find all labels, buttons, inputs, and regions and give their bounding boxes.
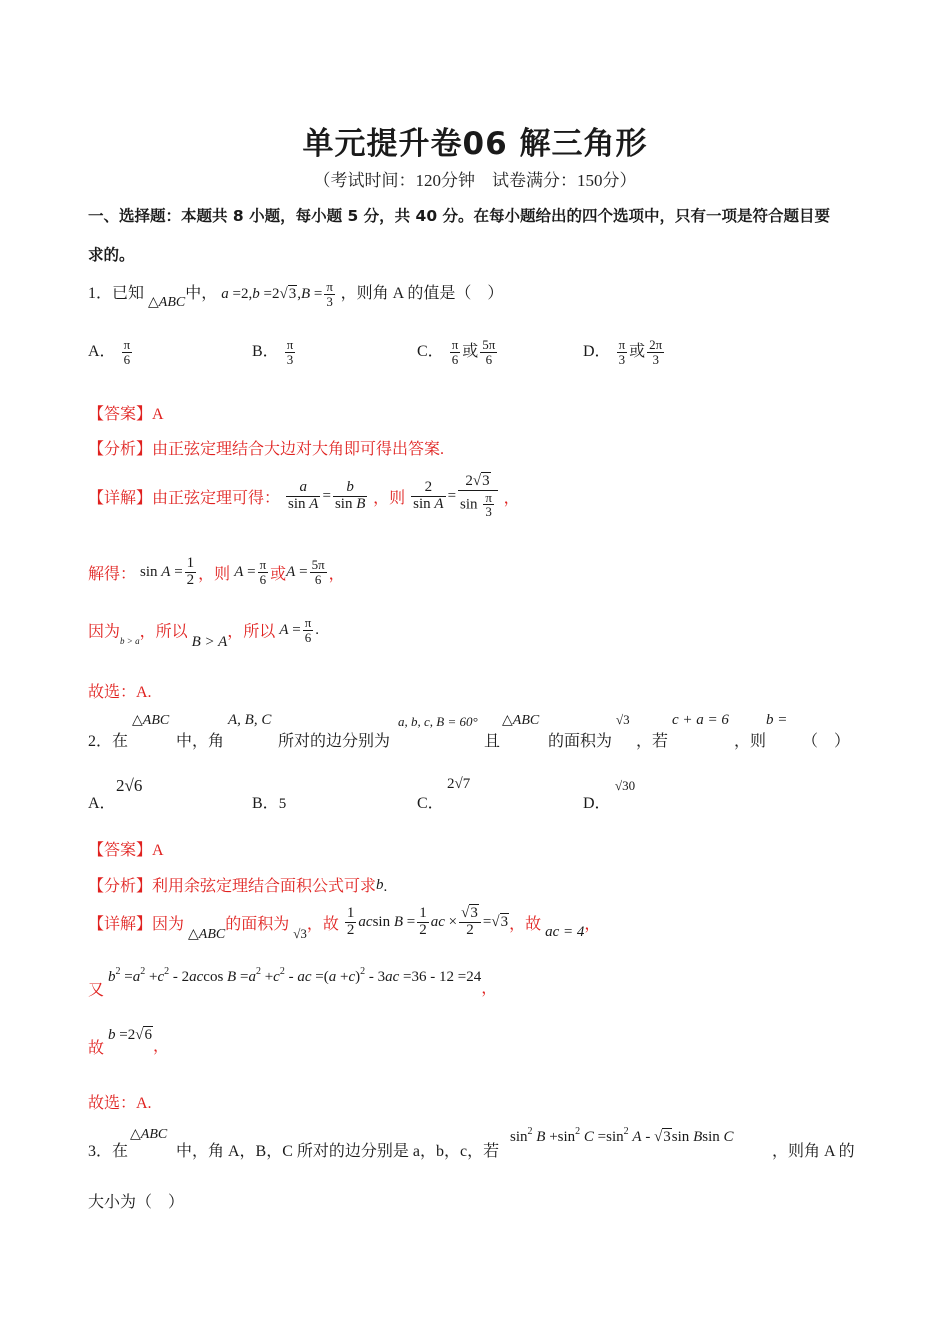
q3-triangle: △ABC — [130, 1127, 168, 1142]
q2-detail-ac: ac = 4 — [545, 923, 585, 940]
q2-option-b-value: 5 — [278, 796, 287, 812]
q2-detail-eq: $\frac{1}{2}$ acsin B = $\frac{1}{2}$ ac × $\frac{√3}{2}$ =√3 — [346, 905, 509, 938]
q3-text: 中，角 A，B，C 所对的边分别是 a，b，c，若 — [176, 1143, 500, 1160]
q1-so1: ，所以 — [139, 623, 188, 641]
q1-solve-eq: sin A = $\frac{1}{2}$ — [140, 555, 195, 588]
q2-gu-label: 故 — [88, 1040, 105, 1057]
q1-option-a-label: A． — [88, 343, 116, 360]
q1-number: 1． — [88, 285, 113, 302]
q2-condition: c + a = 6 — [672, 712, 729, 728]
q2-analysis: 【分析】利用余弦定理结合面积公式可求b. — [88, 877, 388, 895]
q1-analysis-text: 由正弦定理结合大边对大角即可得出答案. — [152, 441, 445, 458]
q2-analysis-text: 利用余弦定理结合面积公式可求 — [152, 878, 377, 895]
q2-answer-value: A — [152, 842, 164, 859]
q3-equation: $\sin^2 B +\sin^2$ $C =\sin^2$ A - √3sin Bsin C — [510, 1126, 734, 1145]
q2-detail-gu2: ，故 — [509, 915, 542, 933]
q1-option-d[interactable] — [583, 338, 666, 366]
q2-answer-tag: 【答案】 — [88, 842, 153, 859]
q1-so2-eq: A = $\frac{\pi}{6}$ . — [279, 615, 320, 645]
q2-gu-eq: b =2√6 — [108, 1027, 152, 1043]
q1-choose: 故选：A. — [88, 684, 152, 701]
section-heading-line2: 求的。 — [88, 246, 135, 264]
q1-mid: 中， — [185, 285, 218, 302]
q2-ask: b = — [766, 712, 788, 728]
q2-you-eq: $b^2 =a^2 +c^2 - 2accos$ $B =a^2 +c^2$ - ac $=(a +c)^2 - 3ac =36 - 12 =24$ — [108, 966, 482, 985]
q2-detail-mid: 的面积为 — [225, 915, 290, 933]
q2-area: √3 — [616, 712, 630, 727]
q1-because-cond: b > a — [120, 635, 140, 646]
q1-detail-text: 由正弦定理可得： — [152, 490, 281, 508]
q1-option-c-v2: $\frac{5\pi}{6}$ — [482, 337, 496, 367]
question-1 — [88, 280, 503, 311]
q1-because-label: 因为 — [88, 623, 121, 641]
q2-option-d-value: √30 — [615, 778, 636, 793]
q1-analysis-tag: 【分析】 — [88, 441, 153, 458]
q1-detail-mid: ，则 — [373, 490, 406, 508]
section-heading-line1: 一、选择题：本题共 8 小题，每小题 5 分，共 40 分。在每小题给出的四个选项中，只有一项是符合题目要 — [88, 207, 831, 225]
q1-so2: ，所以 — [227, 623, 276, 641]
q1-because — [88, 616, 319, 651]
q2-pre: 在 — [112, 733, 129, 750]
q1-option-a[interactable] — [88, 338, 134, 366]
q1-answer — [88, 401, 164, 424]
q2-detail: 【详解】因为 △ABC的面积为 $_{√3}$，故 $\frac{1}{2}$ acsin B = $\frac{1}{2}$ ac × $\frac{√3}{2}$ =√3，故 ac = 4， — [88, 905, 601, 942]
q2-mid4: 的面积为 — [548, 733, 613, 750]
q1-option-c-or: 或 — [462, 343, 479, 360]
q1-analysis — [88, 436, 444, 459]
q1-option-d-v2: $\frac{2\pi}{3}$ — [649, 337, 663, 367]
q1-answer-value: A — [152, 406, 164, 423]
q1-detail-eq2: $\frac{2}{\text{sin A}}$ = 2√3 sin $\frac{\pi}{3}$ — [409, 488, 504, 504]
q1-solve-or: 或 — [270, 565, 287, 583]
q3-line2: 大小为（ ） — [88, 1194, 185, 1211]
q2-mid2: 所对的边分别为 — [278, 733, 391, 750]
q2-you: 又 $b^2 =a^2 +c^2 - 2accos$ $B =a^2 +c^2$ - ac $=(a +c)^2 - 3ac =36 - 12 =24$， — [88, 966, 498, 999]
q2-triangle2: △ABC — [502, 713, 540, 728]
exam-info: （考试时间：120分钟 试卷满分：150分） — [313, 171, 637, 190]
q2-mid1: 中，角 — [176, 733, 225, 750]
q1-option-c-label: C． — [417, 343, 444, 360]
q2-option-d-label: D． — [583, 795, 611, 812]
q2-triangle: △ABC — [132, 713, 170, 728]
q2-detail-tag: 【详解】 — [88, 915, 153, 933]
q1-post: ，则角 A 的值是（ ） — [340, 285, 504, 302]
q2-gu: 故 b =2√6， — [88, 1027, 169, 1057]
q2-option-b[interactable] — [252, 790, 286, 813]
q3-post: ，则角 A 的 — [772, 1143, 855, 1160]
q2-detail-triangle: △ABC — [188, 926, 226, 942]
q2-option-b-label: B． — [252, 795, 279, 812]
q1-option-a-value: $\frac{\pi}{6}$ — [123, 337, 131, 367]
q2-option-c-value: 2√7 — [447, 776, 471, 792]
q1-option-b-value: $\frac{\pi}{3}$ — [286, 337, 294, 367]
q1-option-c-v1: $\frac{\pi}{6}$ — [451, 337, 459, 367]
q1-option-b[interactable] — [252, 338, 297, 366]
q1-pre: 已知 — [112, 285, 145, 302]
q1-solve-mid: ，则 — [198, 565, 231, 583]
q2-analysis-tag: 【分析】 — [88, 878, 153, 895]
q1-solve-res1: A = $\frac{\pi}{6}$ — [234, 557, 267, 587]
q3-pre: 在 — [112, 1143, 129, 1160]
q1-option-b-label: B． — [252, 343, 279, 360]
q2-detail-text: 因为 — [152, 915, 185, 933]
q2-analysis-var: b — [376, 877, 384, 893]
q3-number: 3． — [88, 1143, 113, 1160]
q2-detail-area: √3 — [293, 925, 307, 941]
q1-triangle: △ABC — [148, 295, 186, 310]
q1-answer-tag: 【答案】 — [88, 406, 153, 423]
q2-you-label: 又 — [88, 982, 105, 999]
q1-so1-eq: B > A — [191, 633, 228, 650]
page-title: 单元提升卷06 解三角形 — [302, 126, 648, 162]
q2-mid3: 且 — [484, 733, 501, 750]
q2-number: 2． — [88, 733, 113, 750]
q2-paren: （ ） — [802, 733, 851, 750]
q1-detail-eq1: $\frac{a}{\text{sin A}}$ = $\frac{b}{\text{sin B}}$ — [288, 479, 366, 513]
q1-option-d-or: 或 — [629, 343, 646, 360]
q2-angles: A, B, C — [228, 712, 272, 728]
q1-solve: 解得： sin A = $\frac{1}{2}$ ，则 A = $\frac{\pi}{6}$ 或A = $\frac{5\pi}{6}$ ， — [88, 555, 345, 588]
q1-solve-label: 解得： — [88, 565, 137, 583]
q2-option-a-value: 2√6 — [116, 776, 143, 795]
q2-option-a-label: A． — [88, 795, 116, 812]
q1-option-d-v1: $\frac{\pi}{3}$ — [618, 337, 626, 367]
q1-detail: 【详解】由正弦定理可得： $\frac{a}{\text{sin A}}$ = $\frac{b}{\text{sin B}}$ ，则 $\frac{2}{\text{sin A}}$ = 2√3 sin $\frac{\pi}{3}$ ， — [88, 473, 520, 520]
q1-option-c[interactable] — [417, 338, 499, 366]
q1-detail-tag: 【详解】 — [88, 490, 153, 508]
q1-option-d-label: D． — [583, 343, 611, 360]
q2-sides: a, b, c, B = 60° — [398, 714, 478, 729]
q2-detail-gu: ，故 — [306, 915, 339, 933]
q1-condition: a =2,b =2√3,B = $\frac{\pi}{3}$ — [221, 279, 333, 310]
q2-answer — [88, 837, 164, 860]
q2-option-c-label: C． — [417, 795, 444, 812]
q1-solve-res2: A = $\frac{5\pi}{6}$ — [286, 557, 325, 587]
q2-choose: 故选：A. — [88, 1095, 152, 1112]
q2-mid6: ，则 — [734, 733, 767, 750]
q2-mid5: ，若 — [636, 733, 669, 750]
